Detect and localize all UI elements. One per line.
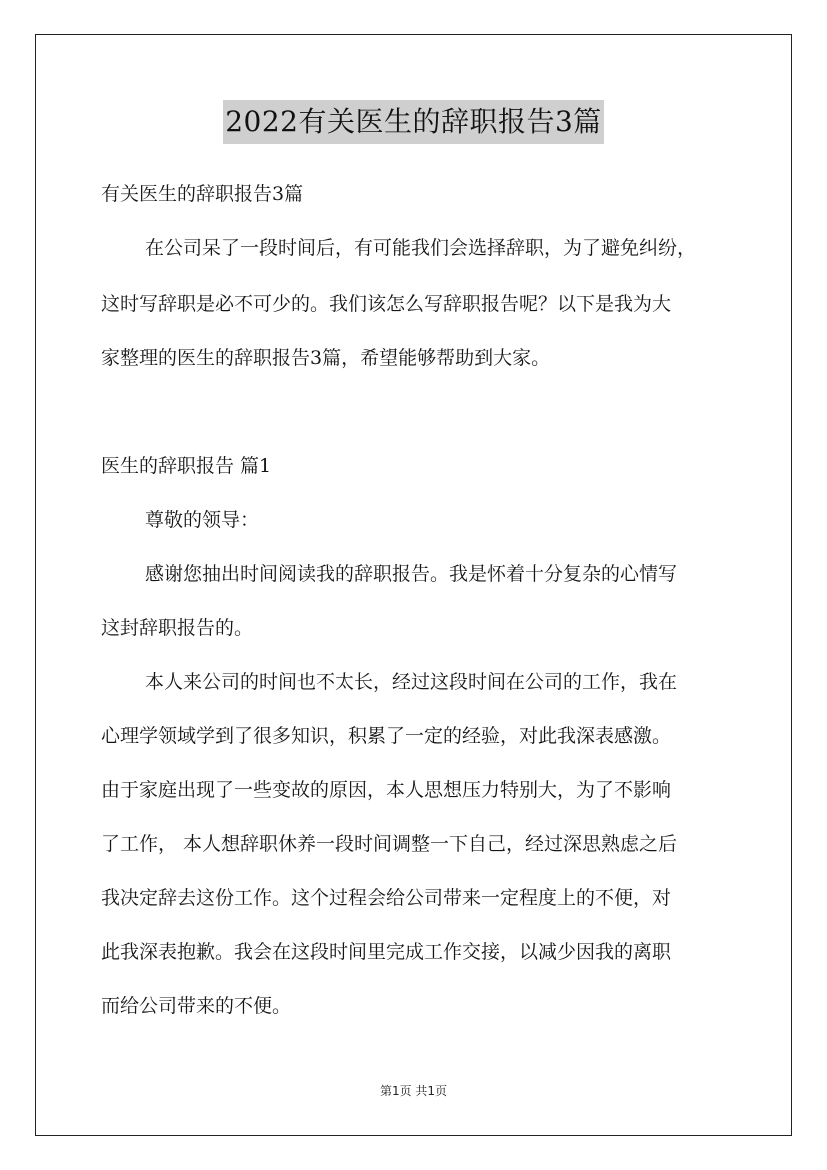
body-line-8: 此我深表抱歉。我会在这段时间里完成工作交接，以减少因我的离职 xyxy=(101,941,672,963)
body-line-9: 而给公司带来的不便。 xyxy=(101,995,292,1017)
body-line-3: 本人来公司的时间也不太长，经过这段时间在公司的工作，我在 xyxy=(145,671,678,693)
intro-line-1: 在公司呆了一段时间后，有可能我们会选择辞职，为了避免纠纷， xyxy=(145,237,697,259)
document-title: 2022有关医生的辞职报告3篇 xyxy=(223,100,604,144)
intro-line-3: 家整理的医生的辞职报告3篇，希望能够帮助到大家。 xyxy=(101,347,551,369)
salutation: 尊敬的领导： xyxy=(145,509,260,531)
subtitle-line: 有关医生的辞职报告3篇 xyxy=(101,183,304,205)
body-line-2: 这封辞职报告的。 xyxy=(101,617,254,639)
body-line-7: 我决定辞去这份工作。这个过程会给公司带来一定程度上的不便，对 xyxy=(101,887,672,909)
body-line-5: 由于家庭出现了一些变故的原因，本人思想压力特别大，为了不影响 xyxy=(101,779,672,801)
section-heading: 医生的辞职报告 篇1 xyxy=(101,455,272,477)
body-line-1: 感谢您抽出时间阅读我的辞职报告。我是怀着十分复杂的心情写 xyxy=(145,563,678,585)
page-footer: 第1页 共1页 xyxy=(379,1084,448,1098)
intro-line-2: 这时写辞职是必不可少的。我们该怎么写辞职报告呢？以下是我为大 xyxy=(101,293,672,315)
body-line-4: 心理学领域学到了很多知识，积累了一定的经验，对此我深表感激。 xyxy=(101,725,672,747)
body-line-6: 了工作， 本人想辞职休养一段时间调整一下自己，经过深思熟虑之后 xyxy=(101,833,678,855)
title-container xyxy=(0,100,827,144)
